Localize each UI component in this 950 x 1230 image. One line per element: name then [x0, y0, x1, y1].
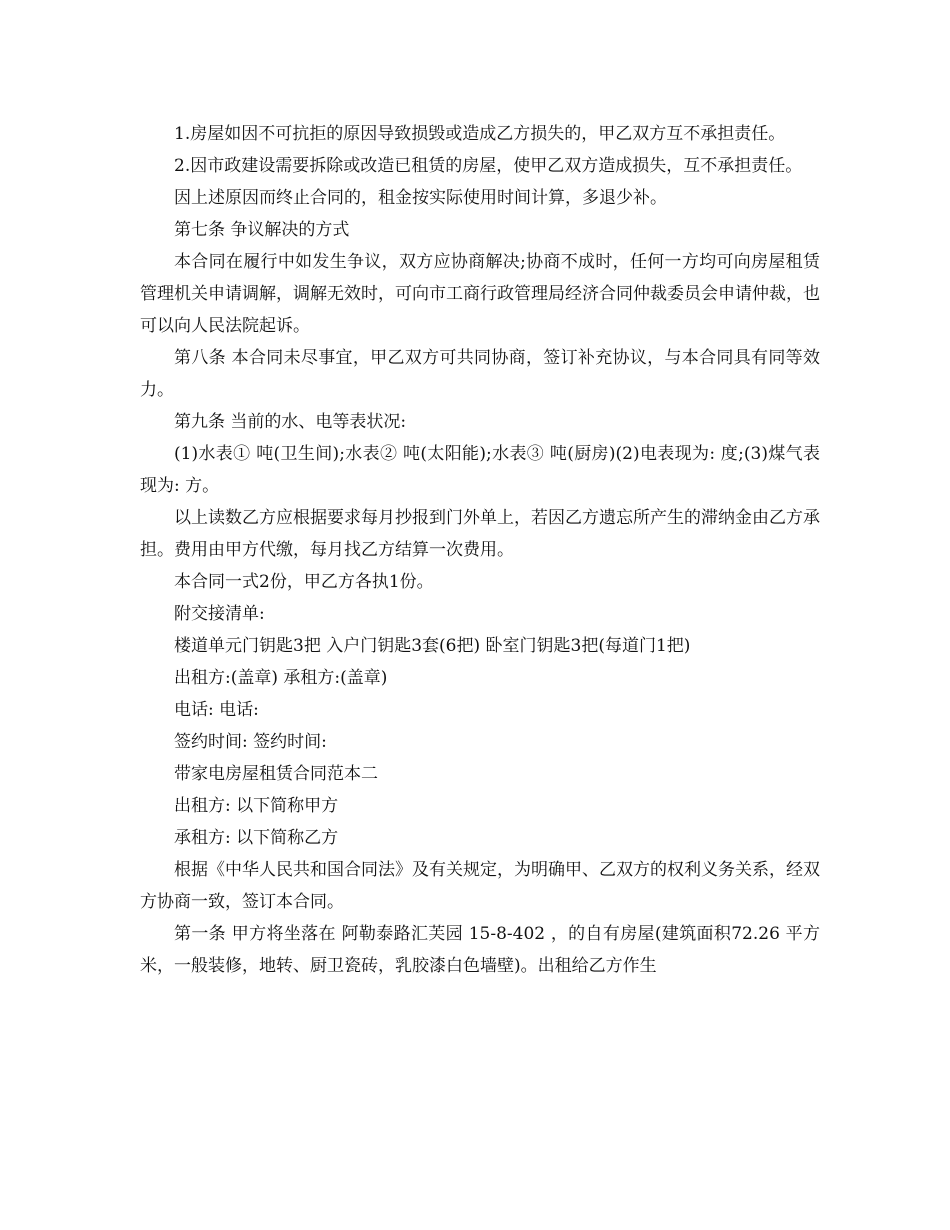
- paragraph-municipal-demolition: 2.因市政建设需要拆除或改造已租赁的房屋，使甲乙双方造成损失，互不承担责任。: [174, 156, 803, 176]
- paragraph-handover-list-title: 附交接清单:: [174, 604, 265, 624]
- document-body: [140, 118, 820, 982]
- paragraph-lessor-line: 出租方: 以下简称甲方: [174, 796, 339, 816]
- paragraph-lessee-line: 承租方: 以下简称乙方: [174, 828, 339, 848]
- paragraph-meter-reporting: 以上读数乙方应根据要求每月抄报到门外单上，若因乙方遗忘所产生的滞纳金由乙方承担。费用由甲方代缴，每月找乙方结算一次费用。: [140, 508, 820, 560]
- paragraph-phone-line: 电话: 电话:: [174, 700, 259, 720]
- paragraph-copies: 本合同一式2份，甲乙方各执1份。: [174, 572, 434, 592]
- paragraph-rent-settlement: 因上述原因而终止合同的，租金按实际使用时间计算，多退少补。: [174, 188, 667, 208]
- article-8-paragraph: 第八条 本合同未尽事宜，甲乙双方可共同协商，签订补充协议，与本合同具有同等效力。: [140, 348, 820, 400]
- article-9-heading: 第九条 当前的水、电等表状况:: [174, 412, 407, 432]
- paragraph-dispute-resolution: 本合同在履行中如发生争议，双方应协商解决;协商不成时，任何一方均可向房屋租赁管理机关申请调解，调解无效时，可向市工商行政管理局经济合同仲裁委员会申请仲裁，也可以向人民法院起诉。: [140, 252, 820, 336]
- paragraph-sign-date-line: 签约时间: 签约时间:: [174, 732, 327, 752]
- article-7-heading: 第七条 争议解决的方式: [174, 220, 350, 240]
- article-1-paragraph: 第一条 甲方将坐落在 阿勒泰路汇芙园 15-8-402 ，的自有房屋(建筑面积72.26 平方米，一般装修，地转、厨卫瓷砖，乳胶漆白色墙壁)。出租给乙方作生: [140, 924, 820, 976]
- paragraph-preamble: 根据《中华人民共和国合同法》及有关规定，为明确甲、乙双方的权利义务关系，经双方协商一致，签订本合同。: [140, 860, 820, 912]
- template-2-title: 带家电房屋租赁合同范本二: [174, 764, 378, 784]
- paragraph-force-majeure-damage: 1.房屋如因不可抗拒的原因导致损毁或造成乙方损失的，甲乙双方互不承担责任。: [174, 124, 786, 144]
- paragraph-meter-readings: (1)水表① 吨(卫生间);水表② 吨(太阳能);水表③ 吨(厨房)(2)电表现为: 度;(3)煤气表现为: 方。: [140, 444, 820, 496]
- paragraph-seal-line: 出租方:(盖章) 承租方:(盖章): [174, 668, 388, 688]
- paragraph-keys-list: 楼道单元门钥匙3把 入户门钥匙3套(6把) 卧室门钥匙3把(每道门1把): [174, 636, 691, 656]
